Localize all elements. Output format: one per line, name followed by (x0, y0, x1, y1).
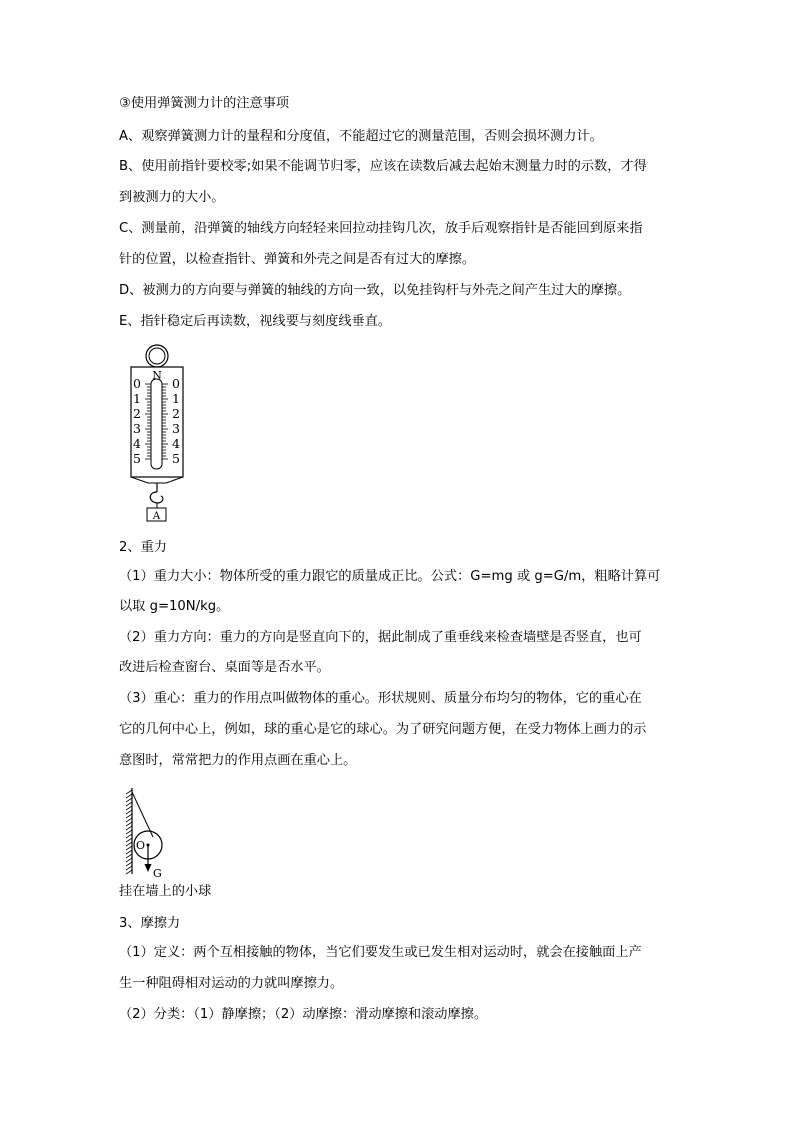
friction-heading: 3、摩擦力 (119, 916, 181, 931)
gravity-center-line1: （3）重心：重力的作用点叫做物体的重心。形状规则、质量分布均匀的物体，它的重心在 (119, 691, 642, 706)
hatch-line (126, 826, 132, 830)
inner-tube (151, 379, 162, 469)
scale-ticks (145, 384, 168, 459)
friction-definition-line1: （1）定义：两个互相接触的物体，当它们要发生或已发生相对运动时，就会在接触面上产 (119, 945, 642, 960)
left-scale-label: 2 (133, 406, 141, 421)
gravity-direction-line1: （2）重力方向：重力的方向是竖直向下的，据此制成了重垂线来检查墙壁是否竖直，也可 (119, 630, 642, 645)
left-scale-label: 1 (133, 391, 141, 406)
gravity-direction-line2: 改进后检查窗台、桌面等是否水平。 (119, 660, 330, 675)
ball-figure-caption: 挂在墙上的小球 (119, 884, 212, 899)
left-scale-label: 4 (133, 436, 141, 451)
hatch-line (126, 838, 132, 842)
friction-classification: （2）分类：（1）静摩擦；（2）动摩擦：滑动摩擦和滚动摩擦。 (119, 1007, 488, 1022)
precaution-item-b-line2: 到被测力的大小。 (119, 190, 225, 205)
hatch-line (126, 862, 132, 866)
hatch-line (126, 830, 132, 834)
spring-scale-diagram (128, 342, 188, 526)
unit-label: N (152, 369, 162, 382)
hatch-line (126, 846, 132, 850)
hatch-line (126, 810, 132, 814)
left-scale-label: 5 (133, 451, 141, 466)
hatch-line (126, 854, 132, 858)
right-scale-label: 1 (172, 391, 180, 406)
right-scale-label: 5 (172, 451, 180, 466)
hatch-line (126, 870, 132, 874)
center-label: O (136, 839, 146, 852)
gravity-magnitude-line1: （1）重力大小：物体所受的重力跟它的质量成正比。公式：G=mg 或 g=G/m，粗略计算可 (119, 569, 661, 584)
gravity-heading: 2、重力 (119, 540, 167, 555)
precaution-item-c-line2: 针的位置，以检查指针、弹簧和外壳之间是否有过大的摩擦。 (119, 252, 476, 267)
right-scale-label: 0 (172, 376, 180, 391)
hatch-line (126, 818, 132, 822)
hatch-line (126, 842, 132, 846)
ball-on-wall-figure (120, 786, 190, 882)
left-scale-label: 3 (133, 421, 141, 436)
precaution-item-b-line1: B、使用前指针要校零;如果不能调节归零，应该在读数后减去起始末测量力时的示数，才得 (119, 159, 647, 174)
precaution-item-c-line1: C、测量前，沿弹簧的轴线方向轻轻来回拉动挂钩几次，放手后观察指针是否能回到原来指 (119, 221, 643, 236)
right-scale-label: 4 (172, 436, 180, 451)
gravity-center-line3: 意图时，常常把力的作用点画在重心上。 (119, 753, 357, 768)
hatch-line (126, 802, 132, 806)
hatch-line (126, 814, 132, 818)
hatch-line (126, 850, 132, 854)
right-scale-label: 3 (172, 421, 180, 436)
hatch-line (126, 858, 132, 862)
hatch-line (126, 866, 132, 870)
hatch-line (126, 834, 132, 838)
force-label: G (153, 867, 162, 880)
left-scale-label: 0 (133, 376, 141, 391)
gravity-magnitude-line2: 以取 g=10N/kg。 (119, 599, 230, 614)
weight-label: A (152, 510, 161, 522)
arrow-head-icon (145, 864, 152, 872)
precaution-item-a: A、观察弹簧测力计的量程和分度值，不能超过它的测量范围，否则会损坏测力计。 (119, 129, 603, 144)
hatch-line (126, 798, 132, 802)
hatch-line (126, 790, 132, 794)
hatch-line (126, 794, 132, 798)
right-scale-label: 2 (172, 406, 180, 421)
friction-definition-line2: 生一种阻碍相对运动的力就叫摩擦力。 (119, 976, 344, 991)
wall-hatching (126, 790, 132, 874)
hatch-line (126, 806, 132, 810)
precautions-heading: ③使用弹簧测力计的注意事项 (119, 96, 290, 111)
hook-icon (150, 492, 163, 503)
precaution-item-e: E、指针稳定后再读数，视线要与刻度线垂直。 (119, 314, 392, 329)
hatch-line (126, 822, 132, 826)
ball-on-wall-diagram (120, 786, 190, 882)
string (132, 792, 153, 837)
gravity-center-line2: 它的几何中心上，例如，球的重心是它的球心。为了研究问题方便，在受力物体上画力的示 (119, 722, 647, 737)
precaution-item-d: D、被测力的方向要与弹簧的轴线的方向一致，以免挂钩杆与外壳之间产生过大的摩擦。 (119, 283, 631, 298)
spring-scale-figure (128, 342, 188, 526)
